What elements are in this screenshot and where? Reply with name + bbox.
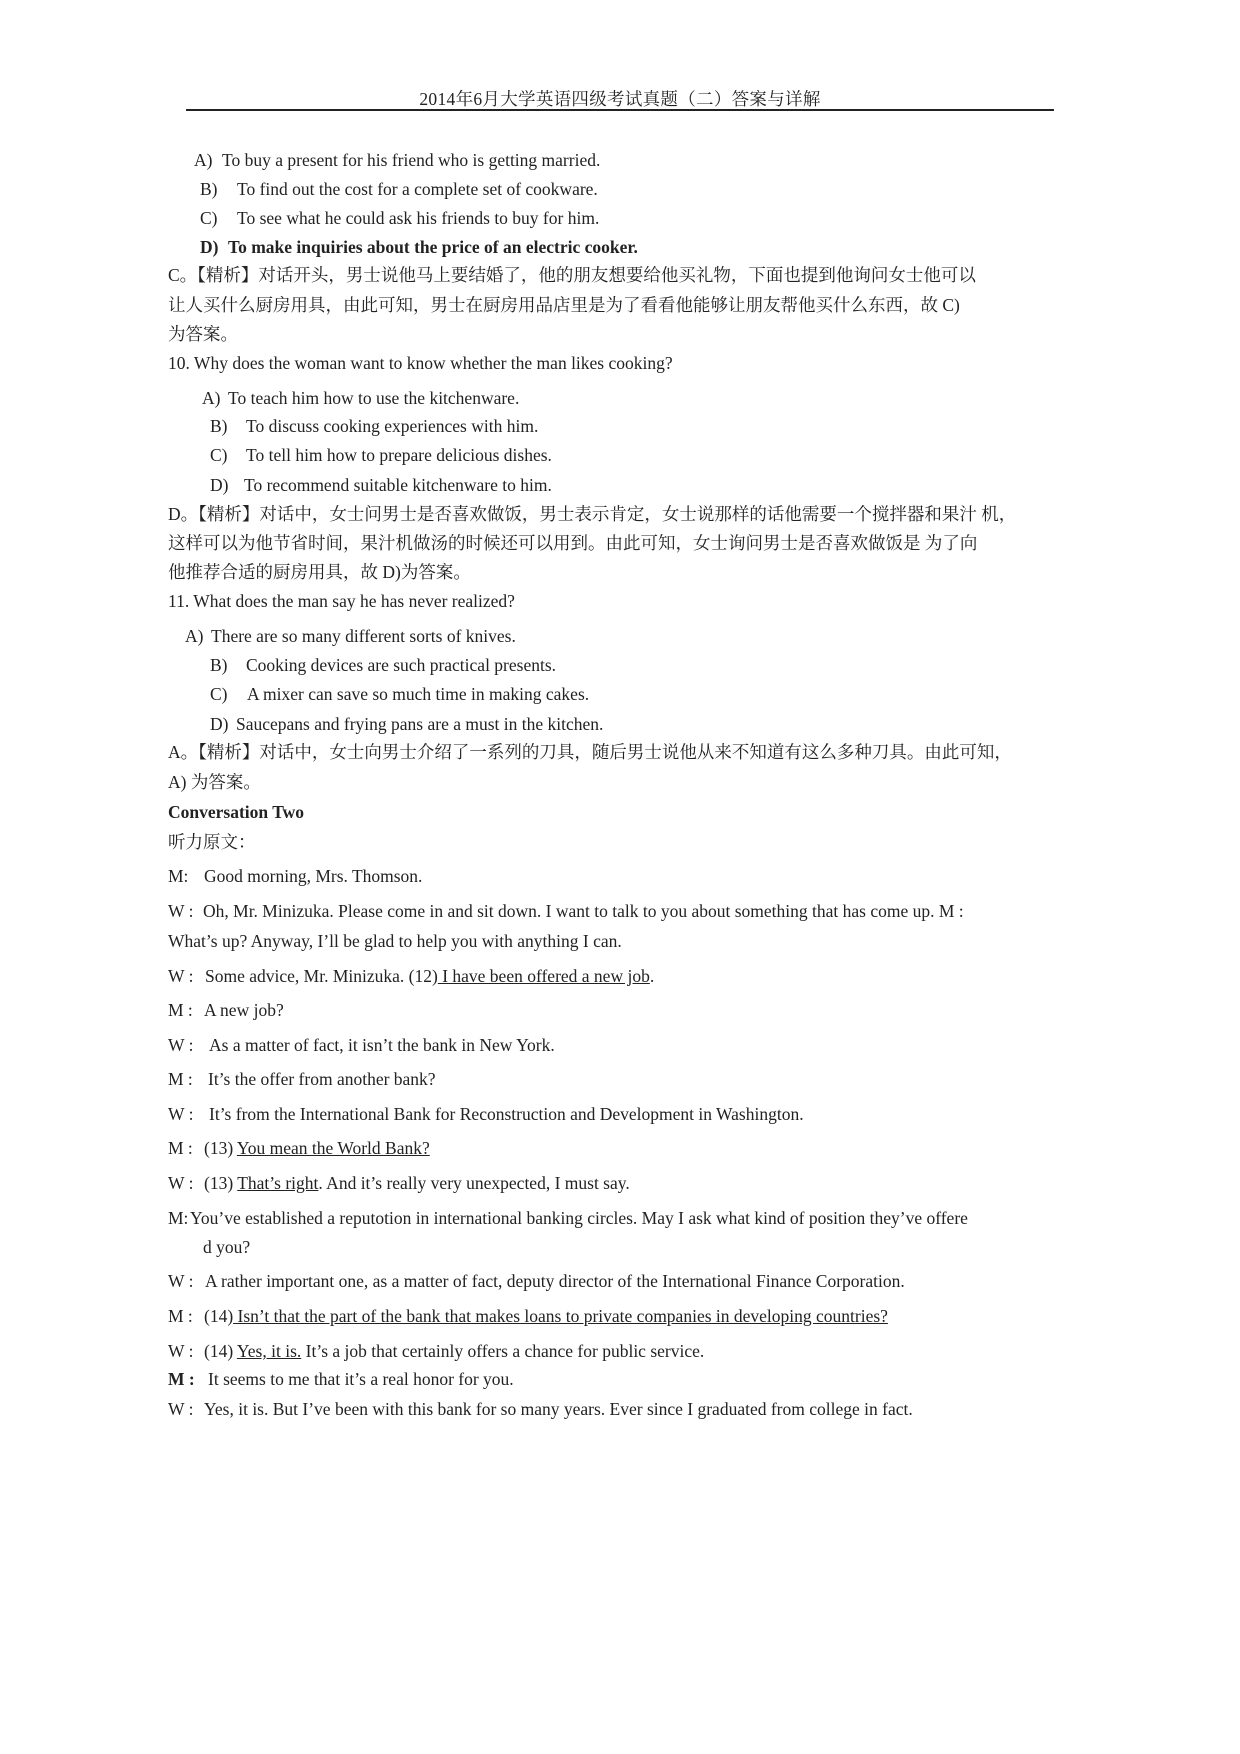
dialogue-line: [168, 1273, 905, 1291]
speaker-label: W :: [168, 1399, 194, 1419]
dialogue-line: [168, 968, 654, 986]
q9-option-d-answer: [200, 239, 638, 257]
dialogue-text: (13): [204, 1138, 237, 1158]
dialogue-text: (13): [204, 1173, 238, 1193]
q9-analysis-line: 让人买什么厨房用具，由此可知，男士在厨房用品店里是为了看看他能够让朋友帮他买什么东西，故 C): [168, 295, 960, 315]
speaker-label: M:: [168, 866, 189, 886]
q11-option-c: [210, 686, 589, 704]
q9-analysis-line: 为答案。: [168, 324, 238, 344]
option-letter: B): [210, 655, 228, 675]
q10-option-a: [202, 390, 519, 408]
underlined-answer: That’s right: [237, 1173, 319, 1193]
option-text: Cooking devices are such practical presents.: [246, 655, 557, 675]
option-letter: A): [194, 150, 213, 170]
dialogue-text: You’ve established a reputotion in international banking circles. May I ask what kind of position they’ve offere: [190, 1208, 968, 1228]
speaker-label: M :: [168, 1069, 193, 1089]
option-text: To tell him how to prepare delicious dishes.: [246, 445, 552, 465]
underlined-answer: I have been offered a new job: [437, 966, 650, 986]
option-letter: C): [210, 445, 228, 465]
dialogue-line: [168, 903, 964, 921]
speaker-label: M :: [168, 1369, 195, 1389]
dialogue-line: [168, 1210, 968, 1228]
page-header-title: 2014年6月大学英语四级考试真题（二）答案与详解: [419, 89, 821, 109]
option-text: A mixer can save so much time in making cakes.: [247, 684, 590, 704]
option-letter: C): [200, 208, 218, 228]
q10-option-c: [210, 447, 552, 465]
dialogue-line: [168, 1343, 704, 1361]
dialogue-text: .: [649, 966, 655, 986]
q11-option-d: [210, 716, 603, 734]
dialogue-text: Oh, Mr. Minizuka. Please come in and sit down. I want to talk to you about something that has come up. M :: [203, 901, 964, 921]
option-text: To recommend suitable kitchenware to him.: [244, 475, 552, 495]
dialogue-line: [168, 1308, 888, 1326]
q10-analysis-line: D。【精析】对话中，女士问男士是否喜欢做饭，男士表示肯定，女士说那样的话他需要一个搅拌器和果汁 机，: [168, 504, 1017, 524]
q11-question: 11. What does the man say he has never realized?: [168, 591, 515, 611]
dialogue-line: [168, 1175, 630, 1193]
q10-option-b: [210, 418, 538, 436]
dialogue-text: (14): [204, 1341, 237, 1361]
speaker-label: W :: [168, 1173, 194, 1193]
q9-option-b: [200, 181, 598, 199]
q10-question: 10. Why does the woman want to know whether the man likes cooking?: [168, 353, 673, 373]
option-letter: A): [202, 388, 221, 408]
dialogue-text: It’s a job that certainly offers a chance for public service.: [301, 1341, 705, 1361]
option-text: Saucepans and frying pans are a must in the kitchen.: [236, 714, 604, 734]
speaker-label: M :: [168, 1000, 193, 1020]
dialogue-text: A rather important one, as a matter of fact, deputy director of the International Finance Corporation.: [205, 1271, 905, 1291]
q11-option-a: [185, 628, 516, 646]
dialogue-line: [168, 1371, 514, 1389]
option-letter: C): [210, 684, 228, 704]
option-letter: A): [185, 626, 204, 646]
option-text: There are so many different sorts of knives.: [211, 626, 516, 646]
speaker-label: W :: [168, 1271, 194, 1291]
underlined-answer: Isn’t that the part of the bank that makes loans to private companies in developing countries?: [233, 1306, 888, 1326]
underlined-answer: You mean the World Bank?: [236, 1138, 430, 1158]
speaker-label: W :: [168, 901, 194, 921]
q10-analysis-line: 这样可以为他节省时间，果汁机做汤的时候还可以用到。由此可知，女士询问男士是否喜欢做饭是 为了向: [168, 533, 978, 553]
dialogue-text: It seems to me that it’s a real honor for you.: [208, 1369, 514, 1389]
dialogue-text: As a matter of fact, it isn’t the bank in New York.: [209, 1035, 555, 1055]
dialogue-line-continued: d you?: [203, 1237, 251, 1257]
dialogue-line: [168, 868, 422, 886]
speaker-label: M :: [168, 1138, 193, 1158]
underlined-answer: Yes, it is.: [236, 1341, 302, 1361]
option-text: To see what he could ask his friends to buy for him.: [237, 208, 600, 228]
q9-option-a: [194, 152, 600, 170]
dialogue-line: [168, 1401, 913, 1419]
transcript-subheading: 听力原文：: [168, 832, 256, 852]
option-text: To make inquiries about the price of an electric cooker.: [228, 237, 638, 257]
dialogue-line: [168, 1106, 804, 1124]
dialogue-line-continued: What’s up? Anyway, I’ll be glad to help you with anything I can.: [168, 931, 622, 951]
option-text: To find out the cost for a complete set of cookware.: [237, 179, 598, 199]
dialogue-text: It’s the offer from another bank?: [208, 1069, 436, 1089]
dialogue-text: It’s from the International Bank for Reconstruction and Development in Washington.: [209, 1104, 804, 1124]
dialogue-line: [168, 1140, 430, 1158]
speaker-label: W :: [168, 966, 194, 986]
dialogue-text: Some advice, Mr. Minizuka. (12): [205, 966, 438, 986]
dialogue-text: . And it’s really very unexpected, I must say.: [318, 1173, 630, 1193]
dialogue-text: A new job?: [204, 1000, 284, 1020]
q11-option-b: [210, 657, 556, 675]
dialogue-text: (14): [204, 1306, 234, 1326]
speaker-label: M:: [168, 1208, 189, 1228]
q11-analysis-line: A。【精析】对话中，女士向男士介绍了一系列的刀具，随后男士说他从来不知道有这么多种刀具。由此可知，: [168, 742, 1012, 762]
option-letter: D): [210, 475, 229, 495]
option-letter: D): [210, 714, 229, 734]
q10-option-d: [210, 477, 552, 495]
speaker-label: W :: [168, 1341, 194, 1361]
header-divider: [186, 109, 1054, 111]
dialogue-line: [168, 1071, 436, 1089]
dialogue-text: Yes, it is. But I’ve been with this bank for so many years. Ever since I graduated from college in fact.: [204, 1399, 913, 1419]
speaker-label: M :: [168, 1306, 193, 1326]
q11-analysis-line: A) 为答案。: [168, 772, 261, 792]
dialogue-text: Good morning, Mrs. Thomson.: [204, 866, 423, 886]
dialogue-line: [168, 1037, 555, 1055]
option-text: To teach him how to use the kitchenware.: [228, 388, 520, 408]
q9-analysis-line: C。【精析】对话开头，男士说他马上要结婚了，他的朋友想要给他买礼物，下面也提到他询问女士他可以: [168, 265, 976, 285]
speaker-label: W :: [168, 1035, 194, 1055]
option-text: To discuss cooking experiences with him.: [246, 416, 539, 436]
speaker-label: W :: [168, 1104, 194, 1124]
dialogue-line: [168, 1002, 284, 1020]
option-text: To buy a present for his friend who is getting married.: [222, 150, 601, 170]
option-letter: B): [200, 179, 218, 199]
option-letter: D): [200, 237, 219, 257]
q9-option-c: [200, 210, 599, 228]
conversation-heading: Conversation Two: [168, 802, 304, 822]
q10-analysis-line: 他推荐合适的厨房用具，故 D)为答案。: [168, 562, 471, 582]
option-letter: B): [210, 416, 228, 436]
